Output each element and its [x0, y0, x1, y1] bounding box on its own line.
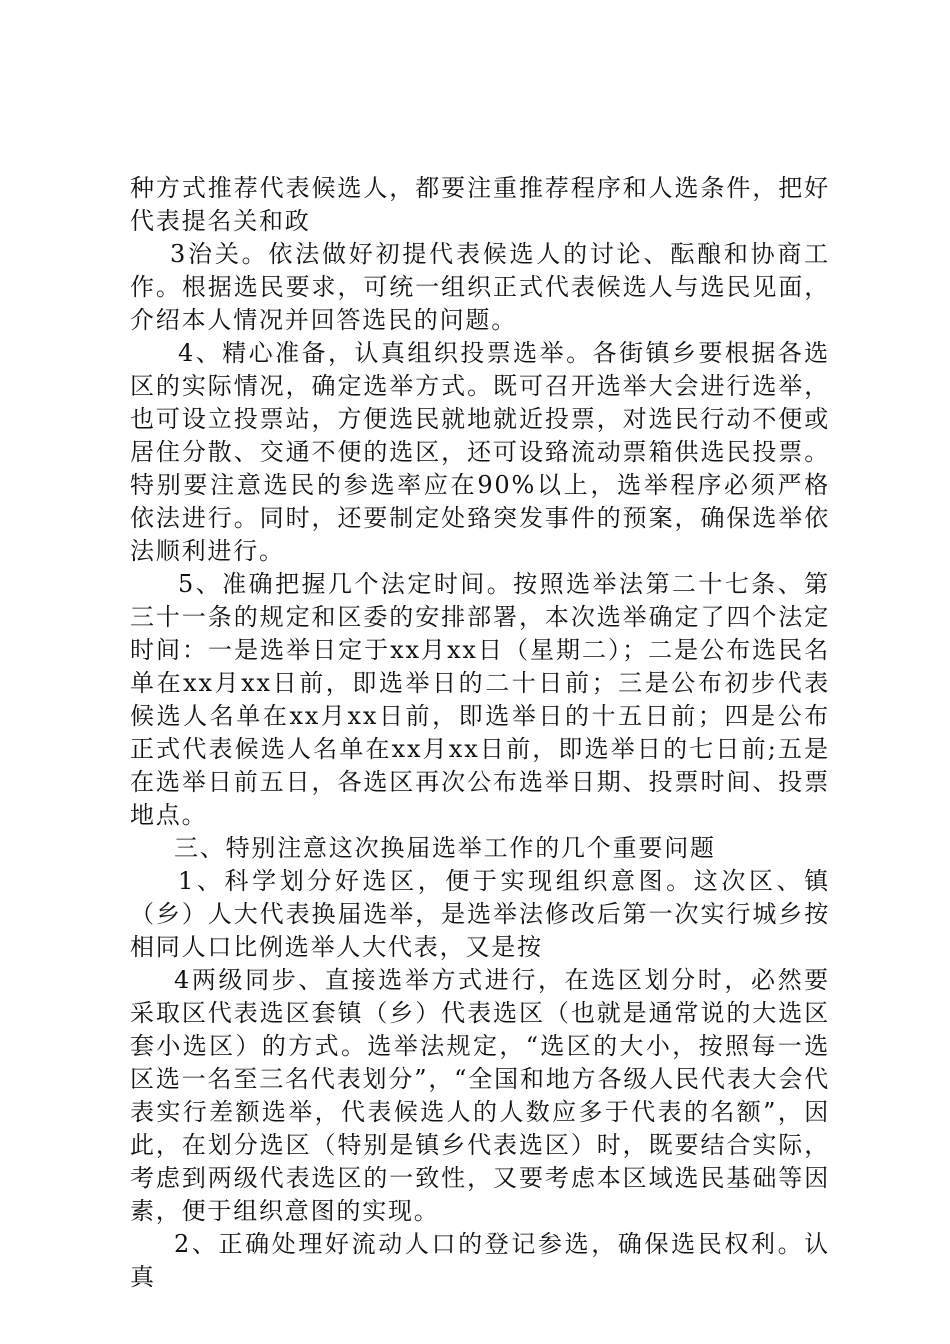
paragraph-5: 1、科学划分好选区，便于实现组织意图。这次区、镇（乡）人大代表换届选举，是选举法修改后第一次实行城乡按相同人口比例选举人大代表，又是按: [130, 867, 830, 961]
paragraph-3: 4、精心准备，认真组织投票选举。各街镇乡要根据各选区的实际情况，确定选举方式。既可召开选举大会进行选举，也可设立投票站，方便选民就地就近投票，对选民行动不便或居住分散、交通不便的选区，还可设臵流动票箱供选民投票。特别要注意选民的参选率应在90%以上，选举程序必须严格依法进行。同时，还要制定处臵突发事件的预案，确保选举依法顺利进行。: [130, 339, 830, 565]
document-body: [130, 172, 830, 1294]
section-heading: 三、特别注意这次换届选举工作的几个重要问题: [174, 834, 716, 862]
paragraph-1: 种方式推荐代表候选人，都要注重推荐程序和人选条件，把好代表提名关和政: [130, 174, 830, 235]
paragraph-7: 2、正确处理好流动人口的登记参选，确保选民权利。认真: [130, 1230, 830, 1291]
paragraph-2: 3治关。依法做好初提代表候选人的讨论、酝酿和协商工作。根据选民要求，可统一组织正式代表候选人与选民见面，介绍本人情况并回答选民的问题。: [130, 240, 830, 334]
paragraph-4: 5、准确把握几个法定时间。按照选举法第二十七条、第三十一条的规定和区委的安排部署，本次选举确定了四个法定时间：一是选举日定于xx月xx日（星期二）；二是公布选民名单在xx月xx日前，即选举日的二十日前；三是公布初步代表候选人名单在xx月xx日前，即选举日的十五日前；四是公布正式代表候选人名单在xx月xx日前，即选举日的七日前;五是在选举日前五日，各选区再次公布选举日期、投票时间、投票地点。: [130, 570, 830, 829]
paragraph-6: 4两级同步、直接选举方式进行，在选区划分时，必然要采取区代表选区套镇（乡）代表选区（也就是通常说的大选区套小选区）的方式。选举法规定，“选区的大小，按照每一选区选一名至三名代表划分”，“全国和地方各级人民代表大会代表实行差额选举，代表候选人的人数应多于代表的名额”，因此，在划分选区（特别是镇乡代表选区）时，既要结合实际，考虑到两级代表选区的一致性，又要考虑本区域选民基础等因素，便于组织意图的实现。: [130, 966, 830, 1225]
